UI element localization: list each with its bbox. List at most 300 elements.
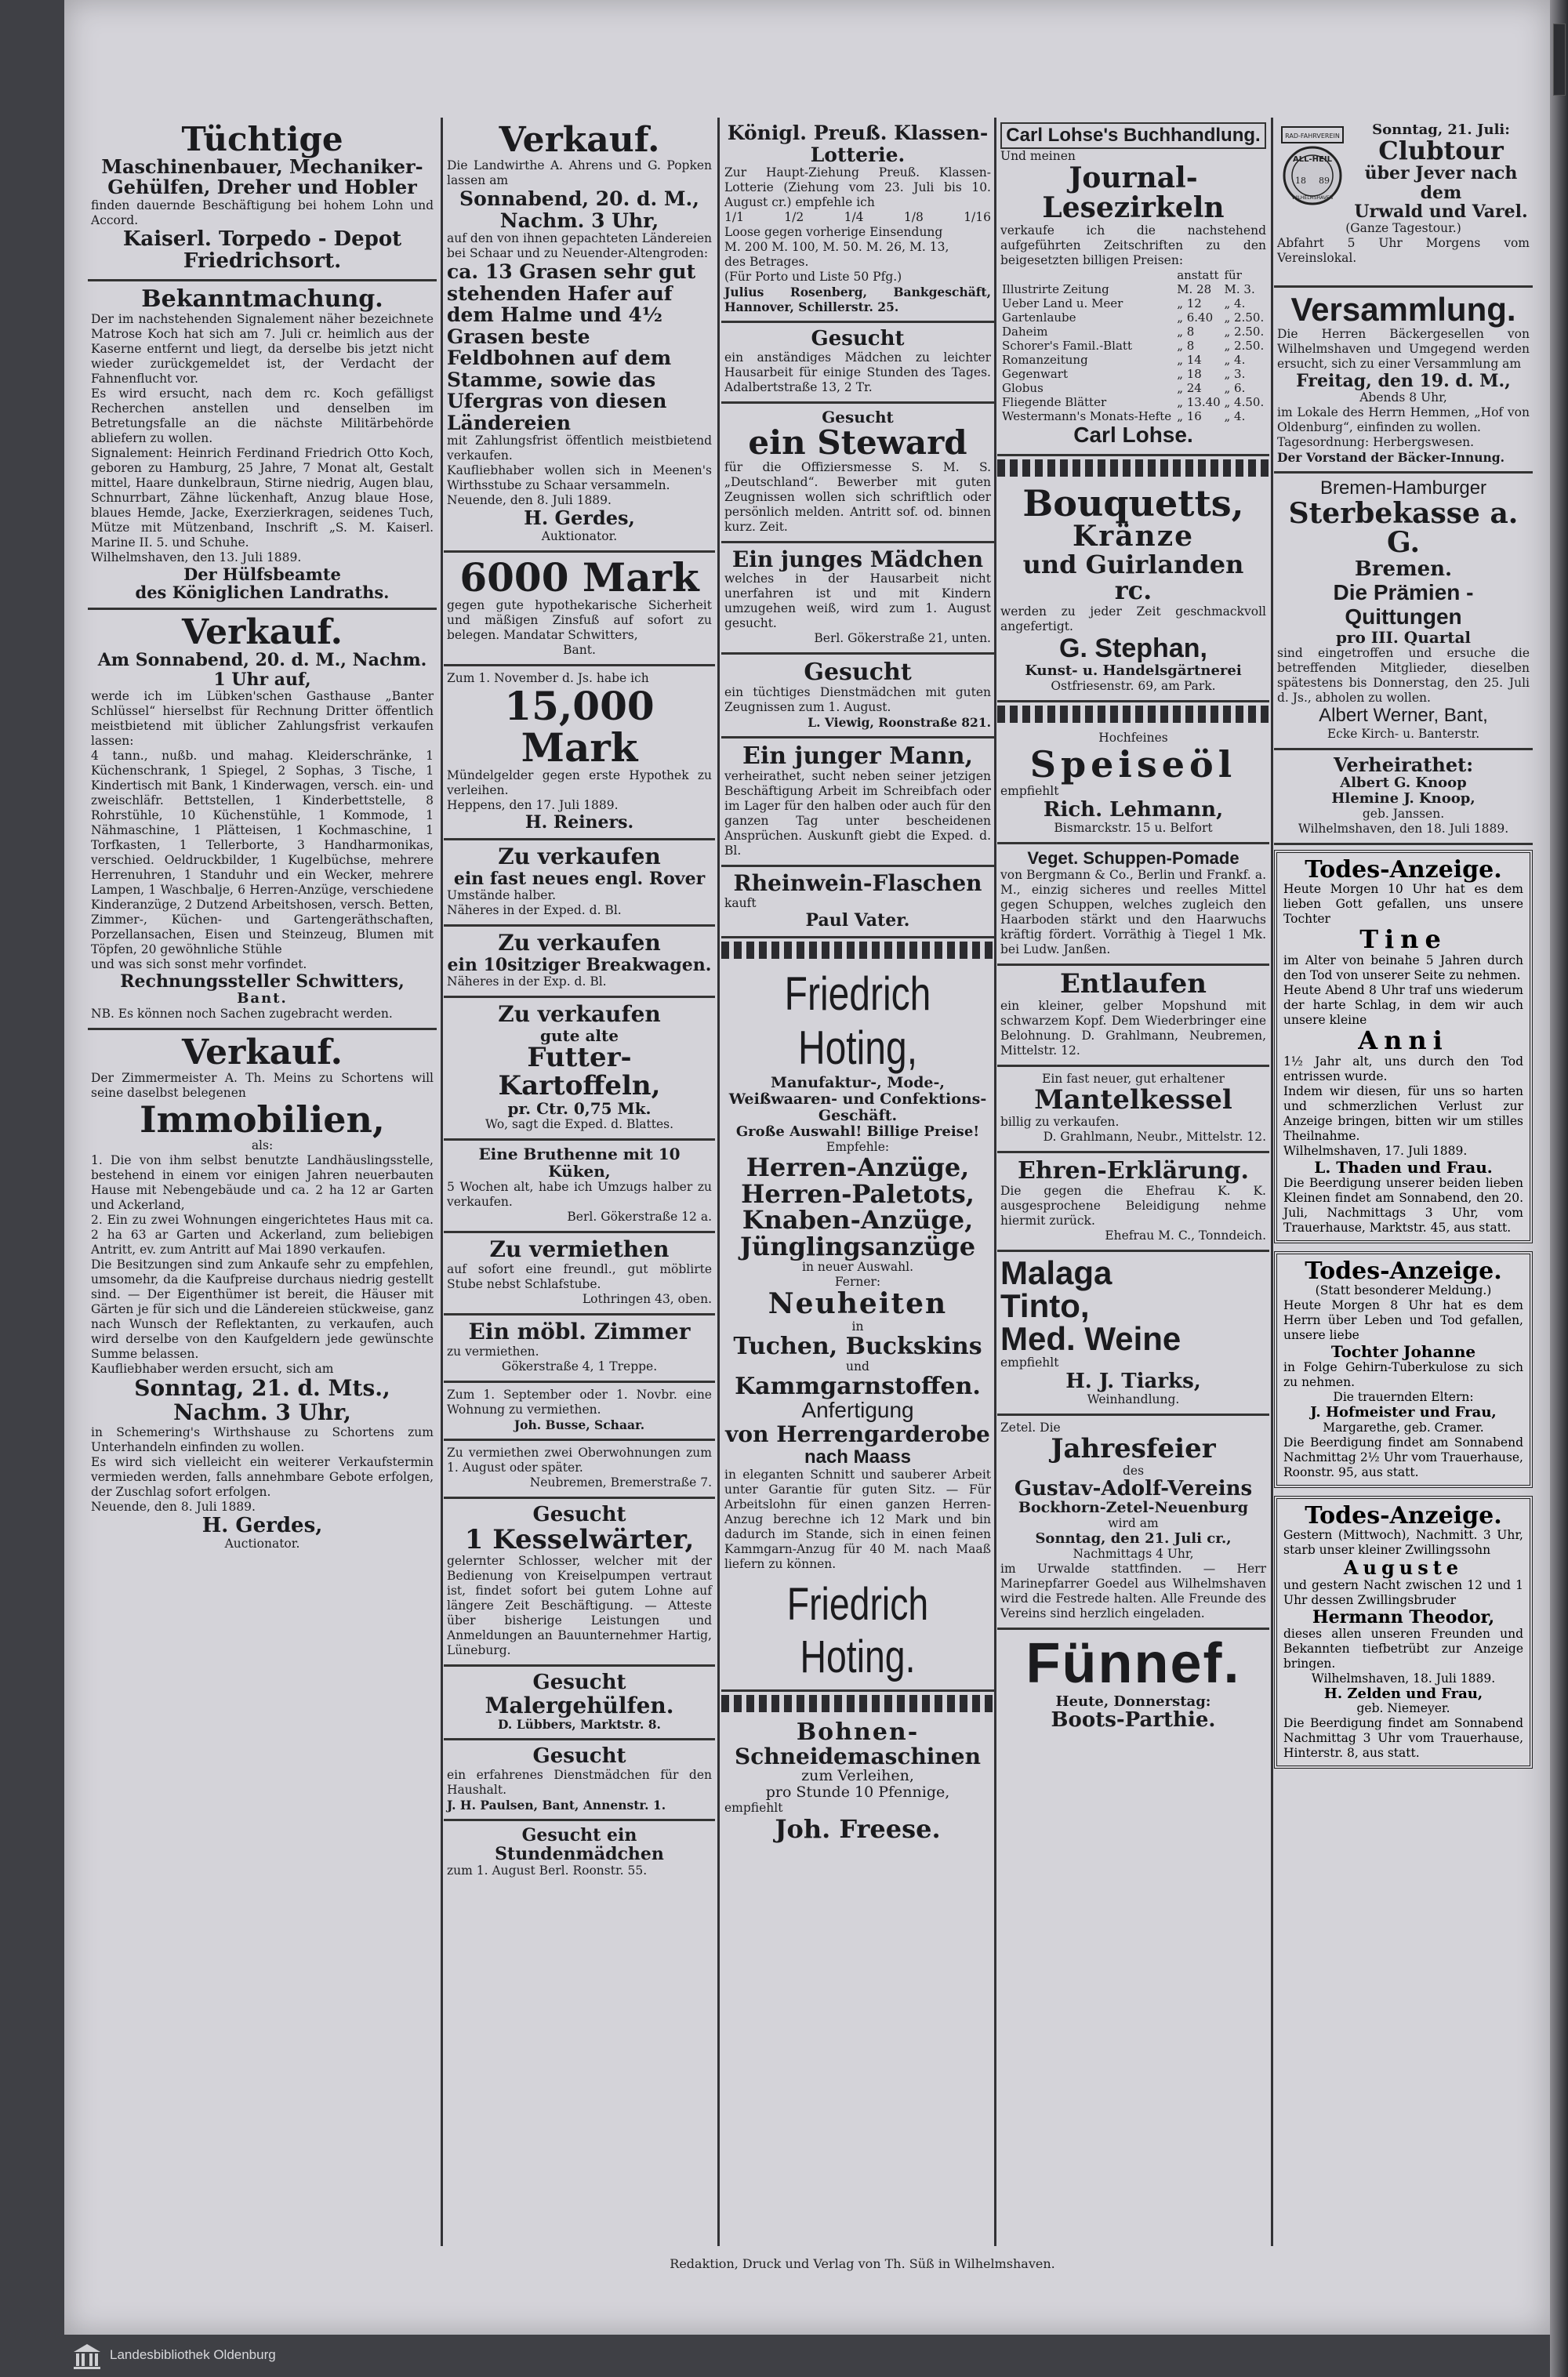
ad-date: Neuende, den 8. Juli 1889.	[447, 493, 612, 508]
ad-text: Die Landwirthe A. Ahrens und G. Popken lassen am	[447, 158, 712, 188]
ad-text: gelernter Schlosser, welcher mit der Bedienung von Kreiselpumpen vertraut ist, findet sofort bei gutem Lohne auf längere Zeit Beschäftigung. — Atteste über bisherige Leistungen und Anmeldungen an Bauunternehmer Hartig, Lüneburg.	[447, 1554, 712, 1658]
ad-line: pro III. Quartal	[1335, 628, 1472, 648]
imprint-footer: Redaktion, Druck und Verlag von Th. Süß in Wilhelmshaven.	[670, 2256, 1055, 2271]
ad-date: Wilhelmshaven, 18. Juli 1889.	[1311, 1671, 1496, 1686]
ad-headline: Speiseöl	[1029, 743, 1237, 786]
ad-text: Weinhandlung.	[1087, 1392, 1180, 1407]
ad-text: Näheres in der Exp. d. Bl.	[447, 974, 607, 989]
ad-text: Loose gegen vorherige Einsendung	[724, 225, 943, 239]
ornamental-border	[721, 942, 994, 959]
cycling-club-emblem-icon	[1279, 124, 1346, 218]
table-row	[1000, 367, 1266, 381]
ad-signature: Rechnungssteller Schwitters,	[120, 971, 405, 992]
fraction: 1/8	[903, 210, 924, 224]
cell: „ 4.50.	[1224, 394, 1265, 409]
ad-item: 1. Die von ihm selbst benutzte Landhäuslingsstelle, bestehend in einem vor einigen Jahren neuerbauten Hause mit Nebengebäude und ca. 2 ha 12 ar Garten und Ackerland,	[91, 1153, 434, 1213]
ad-fuennef-boat-trip	[997, 1630, 1269, 1738]
ad-line: Bremen-Hamburger	[1319, 477, 1487, 499]
ad-text: 4 tann., nußb. und mahag. Kleiderschränke, 1 Küchenschrank, 1 Spiegel, 2 Sophas, 3 Tische, 1 Kindertisch mit Bank, 1 Kinderwagen, versch. ein- und zweischläfr. Bettstellen, 1 Kinderbettstelle, 8 Rohrstühle, 10 Küchenstühle, 1 Kommode, 1 Nähmaschine, 1 Plätteisen, 1 Kochmaschine, 1 Torfkasten, 1 Tellerborte, 3 Handharmonikas, verschied. Oeldruckbilder, 1 Kugelbüchse, mehrere Herrenuhren, 1 Standuhr und ein Wecker, mehrere Lampen, 1 Waschbalje, 6 Herren-Anzüge, verschiedene Kinderanzüge, 2 Dutzend Arbeitshosen, versch. Betten, Zimmer-, Küchen- und Gartengeräthschaften, Porzellansachen, Eisen und Steinzeug, Blumen mit Töpfen, 20 gewöhnliche Stühle	[91, 748, 434, 956]
ad-text: Näheres in der Exped. d. Bl.	[447, 903, 622, 918]
cell: „ 4.	[1224, 408, 1246, 423]
ad-text: Zur Haupt-Ziehung Preuß. Klassen-Lotterie (Ziehung vom 23. Juli bis 10. August cr.) empfehle ich	[724, 165, 991, 209]
ad-notice-deserter	[88, 281, 437, 610]
ad-headline: Knaben-Anzüge,	[742, 1205, 974, 1236]
cell: Romanzeitung	[1002, 352, 1088, 367]
ad-text: empfiehlt	[724, 1800, 783, 1815]
ad-signature: D. Lübbers, Marktstr. 8.	[498, 1717, 661, 1733]
ad-text: ein tüchtiges Dienstmädchen mit guten Zeugnissen zum 1. August.	[724, 685, 991, 715]
ad-apology	[997, 1153, 1269, 1252]
ad-text: (Ganze Tagestour.)	[1345, 220, 1461, 235]
ad-signature: J. H. Paulsen, Bant, Annenstr. 1.	[447, 1797, 666, 1813]
ad-gustav-adolf-festival	[997, 1416, 1269, 1630]
ad-headline: und Guirlanden rc.	[1022, 549, 1244, 606]
ad-name: Auguste	[1343, 1556, 1464, 1580]
ad-text: Zum 1. November d. Js. habe ich	[447, 671, 649, 686]
ad-headline: Malaga	[1000, 1254, 1112, 1291]
table-header-row	[1000, 268, 1266, 282]
cell: Daheim	[1002, 324, 1048, 339]
ad-pomade	[997, 844, 1269, 966]
svg-text:WILHELMSHAVEN: WILHELMSHAVEN	[1291, 195, 1334, 201]
ad-title: Zu verkaufen	[498, 1001, 661, 1028]
ad-line: Geschäft.	[818, 1107, 898, 1125]
cell: „ 6.	[1224, 380, 1246, 395]
ad-wines	[997, 1252, 1269, 1417]
ad-text: Die gegen die Ehefrau K. K. ausgesprochene Beleidigung nehme hiermit zurück.	[1000, 1183, 1266, 1228]
ad-hen	[444, 1141, 715, 1233]
ad-text: Kaufliebhaber wollen sich in Meenen's Wirthsstube zu Schaar versammeln.	[447, 463, 712, 493]
death-notice-hofmeister	[1274, 1251, 1533, 1488]
cell: Gegenwart	[1002, 366, 1068, 381]
ad-date-line: Sonntag, 21. d. Mts.,	[134, 1375, 390, 1402]
ad-bean-cutters	[721, 1715, 994, 1849]
cell: Ueber Land u. Meer	[1002, 296, 1123, 310]
ad-signature: L. Viewig, Roonstraße 821.	[808, 715, 991, 731]
fraction: 1/1	[724, 210, 744, 224]
svg-text:ALL-HEIL: ALL-HEIL	[1293, 155, 1332, 164]
column-rule	[994, 118, 996, 2246]
ad-headline: Mantelkessel	[1034, 1084, 1232, 1116]
ad-text: verheirathet, sucht neben seiner jetzigen Beschäftigung Arbeit im Schreibfach oder im Lager für den halben oder auch für den ganzen Tag unter bescheidenen Ansprüchen. Auskunft giebt die Exped. d. Bl.	[724, 769, 991, 858]
ad-headline: Ehren-Erklärung.	[1018, 1156, 1249, 1185]
ad-boiler-attendant	[444, 1499, 715, 1667]
ad-headline: Kränze	[1072, 520, 1195, 553]
ad-headline: Journal-Lesezirkeln	[1042, 161, 1225, 225]
ad-title: Gesucht	[532, 1744, 626, 1769]
ad-headline: Kammgarnstoffen.	[735, 1372, 981, 1400]
ad-text: geb. Niemeyer.	[1356, 1701, 1450, 1716]
ad-date-line: Nachm. 3 Uhr,	[173, 1399, 351, 1426]
ad-text: und was sich sonst mehr vorfindet.	[91, 956, 307, 971]
table-row	[1000, 282, 1266, 296]
ad-title: Carl Lohse's Buchhandlung.	[1000, 122, 1266, 149]
column-header: anstatt	[1177, 267, 1219, 282]
ad-headline: Anfertigung	[801, 1398, 914, 1423]
column-2	[444, 118, 715, 1885]
ad-signature: H. Reiners.	[524, 812, 634, 833]
ad-text: dieses allen unseren Freunden und Bekannten tiefbetrübt zur Anzeige bringen.	[1283, 1626, 1523, 1671]
ad-text: Ostfriesenstr. 69, am Park.	[1051, 679, 1216, 694]
cell: Gartenlaube	[1002, 310, 1076, 325]
cell: „ 24	[1177, 380, 1202, 395]
ad-headline: Immobilien,	[140, 1098, 385, 1141]
club-text	[1352, 122, 1530, 221]
ad-text: im Urwalde stattfinden. — Herr Marinepfarrer Goedel aus Wilhelmshaven wird die Festrede halten. Alle Freunde des Vereins sind herzlich eingeladen.	[1000, 1561, 1266, 1620]
cell: „ 16	[1177, 408, 1202, 423]
ad-headline: Herren-Anzüge,	[746, 1152, 970, 1182]
ad-text: empfiehlt	[1000, 1355, 1059, 1370]
ad-text: sind eingetroffen und ersuche die betreffenden Mitglieder, dieselben spätestens bis Donnerstag, den 25. Juli d. Js., abholen zu wollen.	[1277, 646, 1530, 706]
cell: „ 6.40	[1177, 310, 1214, 325]
cell: Globus	[1002, 380, 1044, 395]
ad-apartment	[444, 1383, 715, 1441]
ad-headline: ein fast neues engl. Rover	[453, 869, 706, 890]
ad-bakers-meeting	[1274, 288, 1533, 474]
ad-signature: des Königlichen Landraths.	[135, 582, 390, 603]
ad-text: ein kleiner, gelber Mopshund mit schwarzem Kopf. Dem Wiederbringer eine Belohnung. D. Grahlmann, Neubremen, Mittelstr. 12.	[1000, 999, 1266, 1058]
ad-headline: ein 10sitziger Breakwagen.	[447, 955, 712, 976]
ad-headline: Gesucht ein Stundenmädchen	[495, 1824, 664, 1865]
ad-line: Maschinenbauer, Mechaniker-	[101, 155, 423, 179]
ad-signature: L. Thaden und Frau.	[1314, 1157, 1493, 1177]
fraction: 1/4	[844, 210, 864, 224]
ad-role: Auktionator.	[541, 528, 618, 543]
ad-text: welches in der Hausarbeit nicht unerfahren ist und mit Kindern umzugehen weiß, wird zum 1. August gesucht.	[724, 572, 991, 631]
cell: „ 8	[1177, 324, 1195, 339]
ad-headline: Med. Weine	[1000, 1319, 1181, 1357]
ad-headline: Fünnef.	[1025, 1631, 1241, 1695]
ad-text: Die Beerdigung findet am Sonnabend Nachmittag 3 Uhr vom Trauerhause, Hinterstr. 8, aus statt.	[1283, 1716, 1523, 1761]
ad-date: Heppens, den 17. Juli 1889.	[447, 798, 619, 813]
ad-machinists	[88, 118, 437, 281]
ad-signature: Carl Lohse.	[1073, 422, 1193, 447]
ad-wanted-girl	[721, 323, 994, 404]
table-row	[1000, 381, 1266, 395]
ad-text: Abends 8 Uhr,	[1359, 390, 1447, 405]
ad-text: in Schemering's Wirthshause zu Schortens zum Unterhandeln einfinden zu wollen.	[91, 1424, 434, 1454]
ad-text: als:	[251, 1138, 274, 1153]
ad-line: Große Auswahl! Billige Preise!	[735, 1123, 980, 1141]
ad-headline: Eine Bruthenne mit 10 Küken,	[478, 1145, 681, 1181]
ad-text: Tagesordnung: Herbergswesen.	[1277, 435, 1475, 450]
column-rule	[441, 118, 443, 2246]
ad-text: Lothringen 43, oben.	[582, 1292, 712, 1307]
ad-text: Kaufliebhaber werden ersucht, sich am	[91, 1362, 334, 1377]
ad-headline: Schneidemaschinen	[735, 1743, 981, 1769]
ad-title: Gesucht	[811, 327, 905, 350]
column-header: für	[1224, 267, 1242, 282]
ad-headline: von Herrengarderobe	[725, 1421, 990, 1447]
ad-headline: 1 Kesselwärter,	[464, 1523, 695, 1555]
svg-text:89: 89	[1319, 176, 1330, 186]
ad-item: 2. Ein zu zwei Wohnungen eingerichtetes Haus mit ca. 2 ha 63 ar Garten und Ackerland, zum beliebigen Antritt, ev. zum Antritt auf Mai 1890 verkaufen.	[91, 1213, 434, 1257]
column-rule	[717, 118, 720, 2246]
ad-headline: Futter-Kartoffeln,	[498, 1042, 661, 1101]
ad-line: Friedrichsort.	[183, 249, 342, 274]
ad-text: Heute Morgen 10 Uhr hat es dem lieben Gott gefallen, uns unsere Tochter	[1283, 882, 1523, 927]
ad-signature: H. Zelden und Frau,	[1323, 1685, 1483, 1702]
ad-line: Manufaktur-, Mode-,	[771, 1074, 945, 1092]
ad-title: Gesucht	[804, 659, 912, 687]
ad-text: Empfehle:	[826, 1139, 890, 1154]
ad-text: des Betrages.	[724, 255, 809, 269]
spine-tab	[1553, 24, 1566, 96]
ad-date: Wilhelmshaven, den 18. Juli 1889.	[1298, 821, 1509, 836]
ad-text: 1½ Jahr alt, uns durch den Tod entrissen wurde.	[1283, 1054, 1523, 1083]
ad-text: Gökerstraße 4, 1 Treppe.	[501, 1359, 658, 1374]
lottery-fractions	[724, 210, 991, 225]
table-row	[1000, 310, 1266, 325]
ad-text: Heute Abend 8 Uhr traf uns wiederum der harte Schlag, in dem wir auch unsere kleine	[1283, 982, 1523, 1027]
cell: Westermann's Monats-Hefte	[1002, 408, 1172, 423]
ad-title: Zu vermiethen	[489, 1236, 670, 1263]
ad-text: Bismarckstr. 15 u. Belfort	[1054, 821, 1213, 836]
ad-text: Margarethe, geb. Cramer.	[1323, 1420, 1484, 1435]
ad-signature: Der Vorstand der Bäcker-Innung.	[1277, 450, 1505, 466]
ad-text: werden zu jeder Zeit geschmackvoll angefertigt.	[1000, 604, 1266, 634]
ad-text: gegen gute hypothekarische Sicherheit und mäßigen Zinsfuß auf sofort zu belegen. Mandatar Schwitters,	[447, 598, 712, 643]
ad-text: (Für Porto und Liste 50 Pfg.)	[724, 270, 902, 284]
ad-text: Indem wir diesen, für uns so harten und schmerzlichen Verlust zur Anzeige bringen, bitten wir um stilles Theilnahme.	[1283, 1083, 1523, 1143]
ad-hourly-maid	[444, 1821, 715, 1885]
ad-signature: Paul Vater.	[805, 910, 910, 931]
ad-title: Verkauf.	[499, 120, 660, 160]
ad-text: Signalement: Heinrich Ferdinand Friedrich Otto Koch, geboren zu Hamburg, 25 Jahre, 7 Monat alt, Gestalt mittel, Haare dunkelbraun, Stirne niedrig, Augen blau, Schnurrbart, Zähne lückenhaft, Anzug blaue Hose, blaues Hemde, Jacke, Exerzierkragen, seidenes Tuch, Mütze mit Mützenband, Inschrift „S. M. Kaiserl. Marine II. 5. und Schuhe.	[91, 446, 434, 550]
ad-text: Ferner:	[834, 1275, 881, 1290]
cell: Schorer's Famil.-Blatt	[1002, 338, 1132, 353]
ad-upper-flats	[444, 1441, 715, 1499]
column-rule	[1271, 118, 1273, 2246]
ad-title: Todes-Anzeige.	[1305, 1257, 1502, 1285]
ad-headline: 6000 Mark	[459, 553, 699, 601]
book-spine-edge	[1550, 0, 1568, 2377]
ad-date-line: Sonnabend, 20. d. M.,	[459, 187, 699, 211]
ad-title: Zu verkaufen	[498, 844, 661, 870]
ad-signature: D. Grahlmann, Neubr., Mittelstr. 12.	[1043, 1129, 1266, 1144]
ad-headline: ca. 13 Grasen sehr gut stehenden Hafer auf dem Halme und 4½ Grasen beste Feldbohnen auf dem Stamme, sowie das Ufergras von diesen Ländereien	[447, 260, 696, 434]
ad-signature: Ehefrau M. C., Tonndeich.	[1105, 1228, 1266, 1243]
ad-text: des	[1122, 1463, 1145, 1478]
ad-title: Verheirathet:	[1333, 753, 1474, 776]
ad-signature: H. Gerdes,	[524, 506, 635, 530]
ad-headline: 15,000 Mark	[504, 683, 655, 771]
ad-text: zum 1. August Berl. Roonstr. 55.	[447, 1863, 648, 1878]
ad-name: Tine	[1359, 924, 1447, 955]
cell: „ 2.50.	[1224, 310, 1265, 325]
ad-headline: Rheinwein-Flaschen	[733, 870, 982, 897]
ad-date: Wilhelmshaven, 17. Juli 1889.	[1283, 1143, 1468, 1158]
ad-price: pr. Ctr. 0,75 Mk.	[507, 1099, 652, 1119]
ornamental-border	[721, 1695, 994, 1712]
ad-headline: ein Steward	[748, 423, 967, 462]
ad-headline: Clubtour	[1378, 135, 1504, 165]
ad-text: in neuer Auswahl.	[801, 1260, 914, 1275]
ad-text: Die Beerdigung unserer beiden lieben Kleinen findet am Sonnabend, den 20. Juli, Nachmittags 3 Uhr, vom Trauerhause, Marktstr. 45, aus statt.	[1283, 1175, 1523, 1235]
ad-title: Zu verkaufen	[498, 930, 661, 956]
ad-text: NB. Es können noch Sachen zugebracht werden.	[91, 1006, 393, 1021]
ad-title: Gesucht	[822, 407, 894, 426]
ad-line: pro Stunde 10 Pfennige,	[765, 1783, 950, 1801]
ad-title: Königl. Preuß. Klassen-Lotterie.	[727, 122, 989, 166]
fraction: 1/16	[964, 210, 991, 224]
ad-line: Heute, Donnerstag:	[1055, 1693, 1211, 1710]
ad-signature: Der Hülfsbeamte	[183, 564, 341, 585]
ad-line: Kaiserl. Torpedo - Depot	[122, 227, 402, 251]
library-stamp-bar	[0, 2336, 1550, 2377]
ad-title: Gesucht	[532, 1671, 626, 1695]
ad-text: Abfahrt 5 Uhr Morgens vom Vereinslokal.	[1277, 235, 1530, 265]
ad-text: ein anständiges Mädchen zu leichter Hausarbeit für einige Stunden des Tages. Adalbertstraße 13, 2 Tr.	[724, 350, 991, 394]
ad-text: Wo, sagt die Exped. d. Blattes.	[485, 1117, 674, 1132]
ad-text: Die Besitzungen sind zum Ankaufe sehr zu empfehlen, umsomehr, da die Kaufpreise durchaus niedrig gestellt sind. — Der Eigenthümer ist bereit, die Häuser mit Gärten je für sich und die Ländereien stückweise, ganz nach Wunsch der Reflektanten, zu verkaufen, auch wird derselbe von den Kaufgeldern jede gewünschte Summe belassen.	[91, 1257, 434, 1362]
ad-text: Die Beerdigung findet am Sonnabend Nachmittag 2½ Uhr vom Trauerhause, Roonstr. 95, aus statt.	[1283, 1435, 1523, 1479]
ad-date-line: Am Sonnabend, 20. d. M., Nachm. 1 Uhr auf,	[97, 650, 427, 690]
ad-title: Todes-Anzeige.	[1305, 1501, 1502, 1530]
ad-text: Gestern (Mittwoch), Nachmitt. 3 Uhr, starb unser kleiner Zwillingssohn	[1283, 1528, 1523, 1558]
ad-young-man	[721, 739, 994, 867]
ad-text: und	[846, 1359, 869, 1374]
ad-loan-6000	[444, 553, 715, 667]
ad-name: Anni	[1358, 1025, 1449, 1055]
ad-date-line: Nachm. 3 Uhr,	[499, 209, 659, 232]
ad-text: Neubremen, Bremerstraße 7.	[529, 1475, 712, 1490]
death-notice-thaden	[1274, 850, 1533, 1243]
ad-text: in Folge Gehirn-Tuberkulose zu sich zu nehmen.	[1283, 1360, 1523, 1390]
ad-subtitle: gute alte	[540, 1026, 619, 1046]
ad-title: Gesucht	[532, 1503, 626, 1526]
ad-headline: Bouquetts,	[1022, 481, 1244, 524]
ad-text: Zetel. Die	[1000, 1421, 1061, 1435]
ad-title: Verkauf.	[182, 1032, 343, 1072]
ad-headline: nach Maass	[804, 1446, 912, 1468]
ad-potatoes	[444, 998, 715, 1141]
ad-place: Bant.	[237, 990, 288, 1007]
library-building-icon	[72, 2343, 102, 2371]
ad-text: verkaufe ich die nachstehend aufgeführten Zeitschriften zu den beigesetzten billigen Preisen:	[1000, 223, 1266, 267]
ad-line: Bremen.	[1354, 557, 1453, 582]
ad-text: Und meinen	[1000, 149, 1076, 164]
ad-text: in	[851, 1319, 864, 1334]
fraction: 1/2	[784, 210, 804, 224]
ad-text: empfiehlt	[1000, 783, 1059, 798]
death-notice-zelden	[1274, 1496, 1533, 1769]
ad-name: Albert G. Knoop	[1340, 775, 1467, 792]
ad-signature: H. Gerdes,	[201, 1513, 323, 1537]
ad-text: Berl. Gökerstraße 12 a.	[567, 1210, 712, 1225]
table-row	[1000, 409, 1266, 423]
ad-maid-viewig	[721, 655, 994, 739]
ad-text: ein erfahrenes Dienstmädchen für den Haushalt.	[447, 1767, 712, 1797]
ad-text: finden dauernde Beschäftigung bei hohem Lohn und Accord.	[91, 198, 434, 227]
ad-burial-fund	[1274, 474, 1533, 750]
cell: „ 13.40	[1177, 394, 1221, 409]
ad-line: Bockhorn-Zetel-Neuenburg	[1018, 1499, 1249, 1517]
ad-role: Auctionator.	[224, 1537, 300, 1551]
ad-text: Die trauernden Eltern:	[1333, 1390, 1474, 1405]
cell: „ 12	[1177, 296, 1202, 310]
column-5	[1274, 118, 1533, 1776]
ad-text: Es wird ersucht, nach dem rc. Koch gefälligst Recherchen anstellen und denselben im Betretungsfalle an die nächste Militärbehörde abliefern zu wollen.	[91, 386, 434, 446]
ad-signature: Joh. Busse, Schaar.	[514, 1417, 645, 1432]
table-row	[1000, 296, 1266, 310]
magazine-price-table	[1000, 268, 1266, 423]
ad-signature: J. Hofmeister und Frau,	[1310, 1404, 1497, 1421]
cell: Illustrirte Zeitung	[1002, 281, 1109, 296]
ad-text: Umstände halber.	[447, 888, 557, 903]
ad-text: Zum 1. September oder 1. Novbr. eine Wohnung zu vermiethen.	[447, 1388, 712, 1417]
ad-text: von Bergmann & Co., Berlin und Frankf. a. M., einzig sicheres und reelles Mittel gegen Schuppen, welches zugleich den Haarboden stärkt und den Haarwuchs kräftig fördert. Vorräthig à Tiegel 1 Mk. bei Ludw. Janßen.	[1000, 868, 1266, 957]
ad-text: in eleganten Schnitt und sauberer Arbeit unter Garantie für guten Sitz. — Für Arbeitslohn für einen ganzen Herren-Anzug berechne ich 12 Mark und bin dadurch im Stande, sich in einen feinen Kammgarn-Anzug für 40 M. nach Maaß liefern zu können.	[724, 1468, 991, 1572]
library-name: Landesbibliothek Oldenburg	[110, 2347, 276, 2362]
ad-furnished-room	[444, 1316, 715, 1383]
ad-headline: Entlaufen	[1060, 968, 1207, 1000]
ad-lottery	[721, 118, 994, 323]
ad-line: über Jever nach dem	[1364, 163, 1518, 203]
ad-text: Berl. Gökerstraße 21, unten.	[814, 631, 991, 646]
cell: „ 2.50.	[1224, 324, 1265, 339]
cell: „ 3.	[1224, 366, 1246, 381]
table-row	[1000, 325, 1266, 339]
ad-text: geb. Janssen.	[1362, 806, 1445, 821]
ad-line: Kunst- u. Handelsgärtnerei	[1025, 662, 1242, 680]
ad-text: Nachmittags 4 Uhr,	[1073, 1546, 1194, 1561]
ad-headline: Ein junger Mann,	[742, 742, 974, 771]
ad-maid-paulsen	[444, 1740, 715, 1821]
svg-text:RAD-FAHRVEREIN: RAD-FAHRVEREIN	[1285, 132, 1340, 140]
ad-painters	[444, 1667, 715, 1740]
ad-signature: G. Stephan,	[1059, 633, 1207, 664]
ad-line: Gehülfen, Dreher und Hobler	[107, 176, 417, 199]
ad-date: Wilhelmshaven, den 13. Juli 1889.	[91, 550, 302, 565]
ad-headline: Ein junges Mädchen	[731, 546, 984, 572]
ornamental-border	[997, 706, 1269, 723]
ad-line: Weißwaaren- und Confektions-	[728, 1091, 987, 1109]
ad-headline: Jahresfeier	[1051, 1433, 1216, 1465]
ad-real-estate	[88, 1030, 437, 1559]
ad-room-rent	[444, 1233, 715, 1316]
ad-title: Bekanntmachung.	[141, 285, 383, 314]
ad-text: Ecke Kirch- u. Banterstr.	[1327, 726, 1480, 741]
ad-name: Hlemine J. Knoop,	[1331, 790, 1475, 807]
ad-date: Neuende, den 8. Juli 1889.	[91, 1499, 256, 1514]
ad-headline: Tinto,	[1000, 1286, 1090, 1324]
ad-company-name: Friedrich Hoting,	[784, 967, 931, 1075]
ad-date-line: Freitag, den 19. d. M.,	[1296, 371, 1511, 392]
ad-text: Ein fast neuer, gut erhaltener	[1042, 1072, 1225, 1087]
ad-young-girl	[721, 543, 994, 655]
ad-headline: Tuchen, Buckskins	[733, 1333, 982, 1361]
ad-hoting-clothing	[721, 962, 994, 1692]
ad-line: Sonntag, 21. Juli:	[1372, 122, 1510, 138]
ad-text: 5 Wochen alt, habe ich Umzugs halber zu verkaufen.	[447, 1180, 712, 1210]
lottery-prices: M. 200 M. 100, M. 50. M. 26, M. 13,	[724, 240, 949, 254]
ad-text: (Statt besonderer Meldung.)	[1315, 1283, 1492, 1298]
ad-headline: Malergehülfen.	[485, 1692, 674, 1718]
ad-text: Heute Morgen 8 Uhr hat es dem Herrn über Leben und Tod gefallen, unsere liebe	[1283, 1298, 1523, 1343]
ad-title: Verkauf.	[182, 612, 343, 653]
ad-headline: Gustav-Adolf-Vereins	[1014, 1476, 1253, 1501]
ad-headline: Ein möbl. Zimmer	[468, 1319, 691, 1345]
ad-signature: Julius Rosenberg, Bankgeschäft, Hannover, Schillerstr. 25.	[724, 285, 991, 314]
ad-text: Zu vermiethen zwei Oberwohnungen zum 1. August oder später.	[447, 1446, 712, 1475]
ad-place: Bant.	[563, 643, 596, 658]
ad-bookshop	[997, 118, 1269, 456]
ad-headline: Herren-Paletots,	[741, 1178, 975, 1209]
column-4	[997, 118, 1269, 1738]
cell: „ 2.50.	[1224, 338, 1265, 353]
ad-name: Hermann Theodor,	[1312, 1606, 1495, 1628]
